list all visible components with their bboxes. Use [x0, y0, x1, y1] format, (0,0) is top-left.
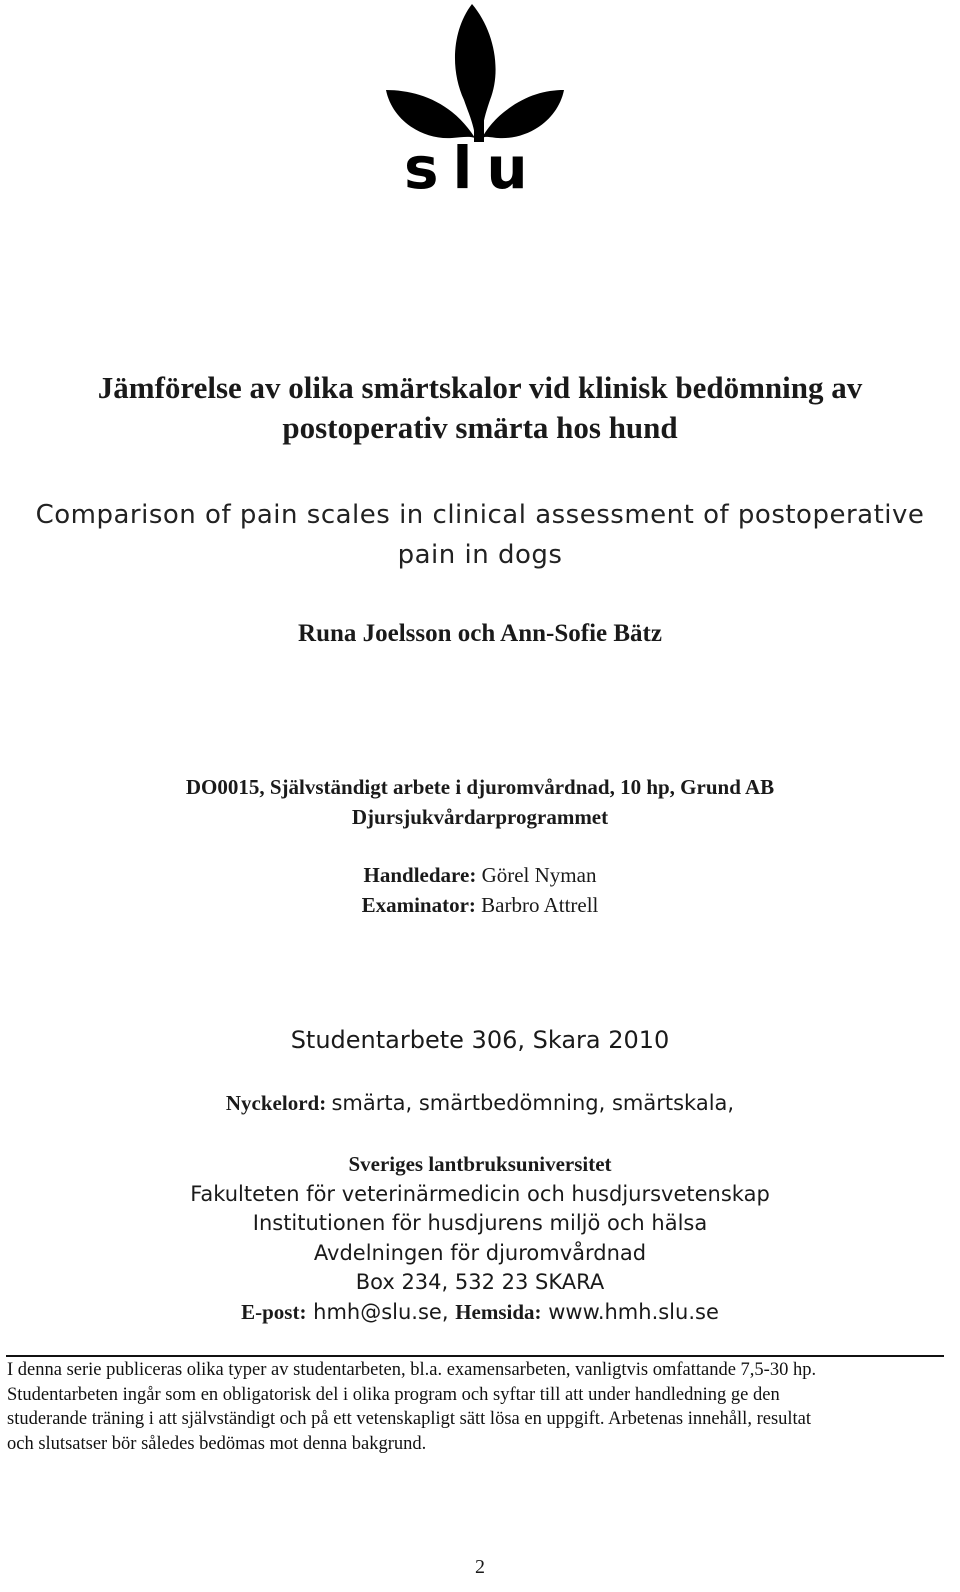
institution-name: Institutionen för husdjurens miljö och hälsa — [252, 1211, 708, 1235]
keywords-value: smärta, smärtbedömning, smärtskala, — [331, 1091, 735, 1115]
supervisor-name: Görel Nyman — [481, 863, 597, 887]
series-notice — [7, 1358, 947, 1456]
report-number: Studentarbete 306, Skara 2010 — [290, 1026, 670, 1054]
slu-tree-logo-icon — [382, 0, 578, 196]
postal-address: Box 234, 532 23 SKARA — [355, 1270, 605, 1294]
horizontal-divider — [6, 1355, 944, 1357]
thesis-title — [0, 368, 960, 448]
website-label: Hemsida: — [455, 1299, 542, 1324]
division-name: Avdelningen för djuromvårdnad — [313, 1240, 647, 1265]
title-line-2: postoperativ smärta hos hund — [282, 410, 678, 445]
title-line-1: Jämförelse av olika smärtskalor vid klinisk bedömning av — [97, 370, 863, 405]
supervision-block — [0, 860, 960, 920]
notice-line-2: Studentarbeten ingår som en obligatorisk del i olika program och syftar till att under handledning ge den — [7, 1384, 780, 1405]
notice-line-4: och slutsatser bör således bedömas mot denna bakgrund. — [7, 1433, 427, 1454]
email-value: hmh@slu.se, — [313, 1299, 449, 1324]
address-block — [0, 1150, 960, 1327]
website-value: www.hmh.slu.se — [548, 1299, 719, 1324]
university-name: Sveriges lantbruksuniversitet — [348, 1152, 612, 1176]
program-name: Djursjukvårdarprogrammet — [351, 805, 609, 829]
supervisor-line — [0, 860, 960, 890]
authors: Runa Joelsson och Ann-Sofie Bätz — [298, 620, 662, 647]
notice-line-1: I denna serie publiceras olika typer av studentarbeten, bl.a. examensarbeten, vanligtvis omfattande 7,5-30 hp. — [7, 1360, 817, 1380]
keywords-label: Nyckelord: — [225, 1091, 327, 1115]
keywords-line — [0, 1088, 960, 1118]
english-title-line-1: Comparison of pain scales in clinical assessment of postoperative — [35, 500, 925, 530]
page-number: 2 — [475, 1556, 485, 1578]
faculty-name: Fakulteten för veterinärmedicin och husdjursvetenskap — [190, 1181, 770, 1206]
slu-logo — [382, 0, 578, 196]
course-info: DO0015, Självständigt arbete i djuromvårdnad, 10 hp, Grund AB — [185, 775, 775, 799]
logo-text: SLU — [404, 134, 542, 196]
contact-line — [0, 1298, 960, 1328]
english-title-line-2: pain in dogs — [397, 540, 563, 570]
notice-line-3: studerande träning i att självständigt och på ett vetenskapligt sätt lösa en uppgift. Arbetenas innehåll, resultat — [7, 1409, 812, 1429]
examiner-label: Examinator: — [361, 893, 476, 917]
examiner-name: Barbro Attrell — [481, 893, 599, 917]
english-title — [0, 495, 960, 575]
supervisor-label: Handledare: — [363, 863, 477, 887]
email-label: E-post: — [241, 1299, 307, 1324]
examiner-line — [0, 890, 960, 920]
